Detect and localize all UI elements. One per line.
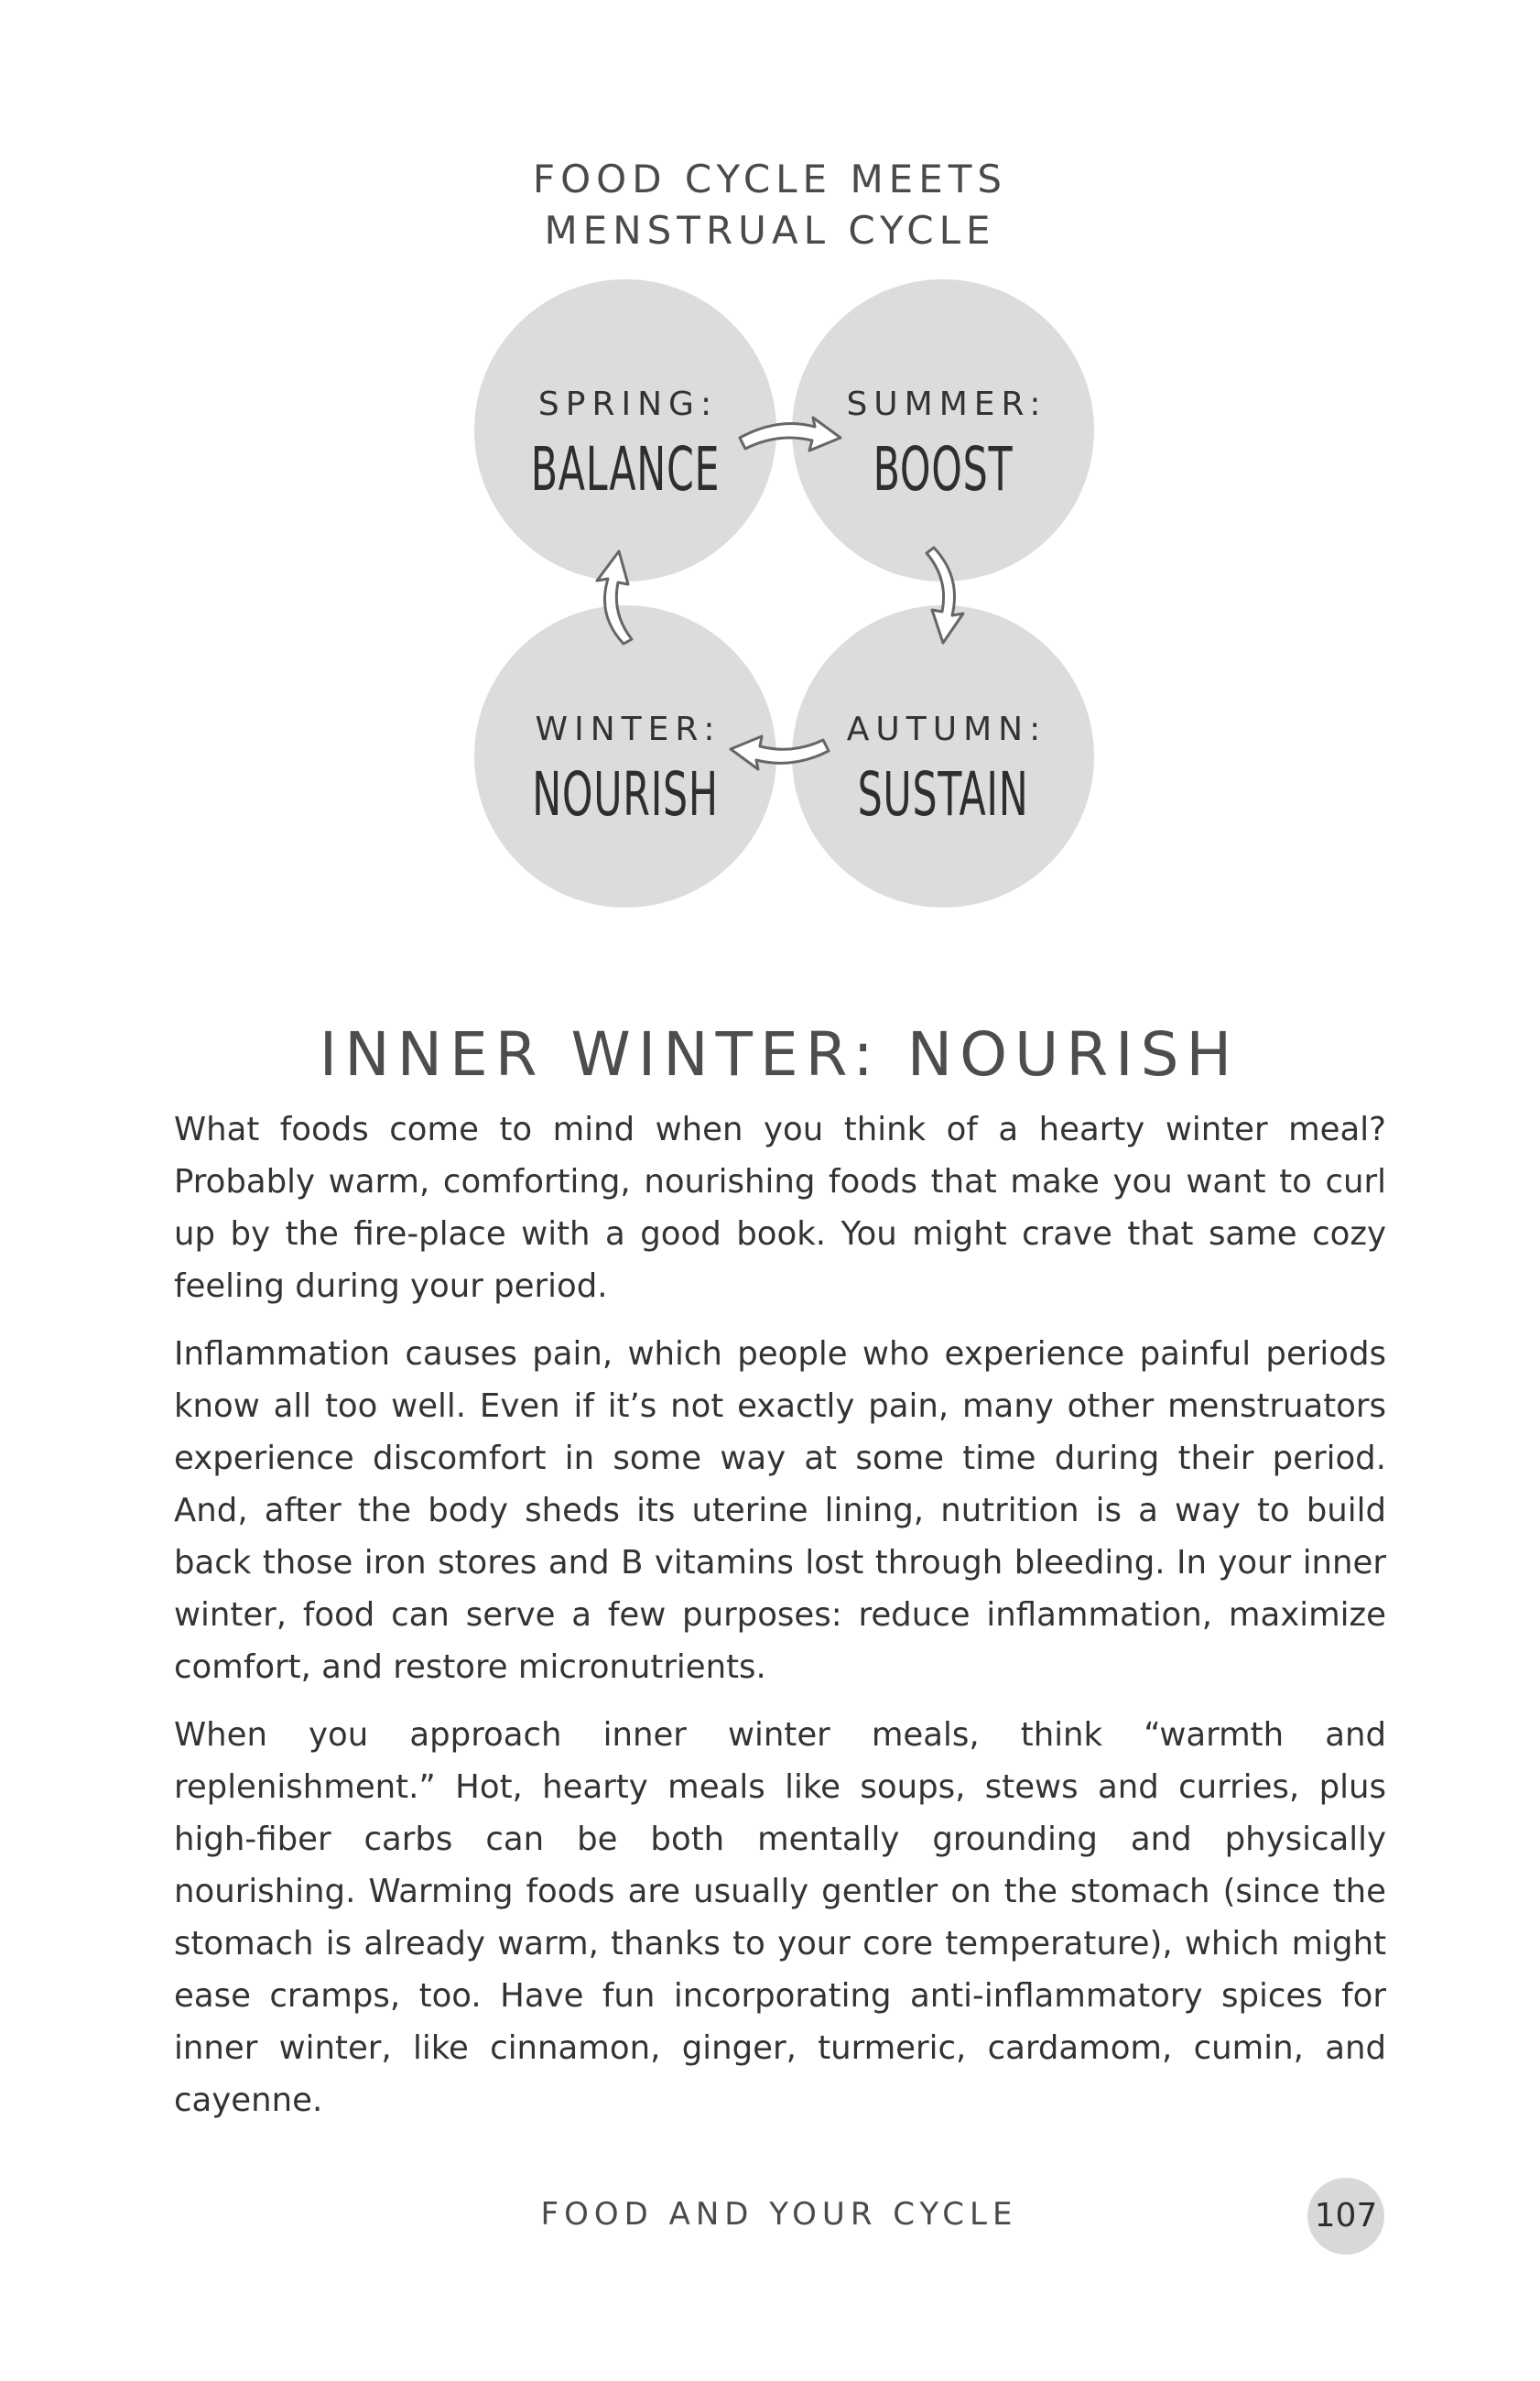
phase-label-summer: SUMMER: bbox=[846, 386, 1047, 423]
diagram-title bbox=[0, 154, 1540, 256]
phase-word-winter: NOURISH bbox=[532, 759, 719, 831]
paragraph: What foods come to mind when you think of a hearty winter meal? Probably warm, comforting, nourishing foods that make you want to curl up by the fire-place with a good book. You might crave that same cozy feeling during your period. bbox=[174, 1111, 1386, 1305]
phase-word-summer: BOOST bbox=[873, 434, 1014, 506]
paragraph: Inflammation causes pain, which people who experience painful periods know all too well. Even if it’s not exactly pain, many other menstruators experience discomfort in some way at some time during their period. And, after the body sheds its uterine lining, nutrition is a way to build back those iron stores and B vitamins lost through bleeding. In your inner winter, food can serve a few purposes: reduce inflammation, maximize comfort, and restore micronutrients. bbox=[174, 1335, 1386, 1686]
circle-summer bbox=[792, 279, 1094, 582]
circle-autumn bbox=[792, 605, 1094, 908]
phase-word-spring: BALANCE bbox=[530, 434, 721, 506]
body-text bbox=[174, 1104, 1386, 2142]
phase-label-spring: SPRING: bbox=[537, 386, 719, 423]
section-heading: INNER WINTER: NOURISH bbox=[319, 1019, 1240, 1090]
phase-word-autumn: SUSTAIN bbox=[857, 759, 1029, 831]
circle-spring bbox=[474, 279, 776, 582]
phase-label-winter: WINTER: bbox=[535, 711, 721, 748]
phase-label-autumn: AUTUMN: bbox=[846, 711, 1047, 748]
diagram-title-line-1: FOOD CYCLE MEETS bbox=[532, 157, 1008, 201]
diagram-title-line-2: MENSTRUAL CYCLE bbox=[544, 208, 996, 253]
circle-winter bbox=[474, 605, 776, 908]
running-footer: FOOD AND YOUR CYCLE bbox=[540, 2196, 1018, 2233]
paragraph: When you approach inner winter meals, think “warmth and replenishment.” Hot, hearty meals like soups, stews and curries, plus high-fiber carbs can be both mentally grounding and physically nourishing. Warming foods are usually gentler on the stomach (since the stomach is already warm, thanks to your core temperature), which might ease cramps, too. Have fun incorporating anti-inflammatory spices for inner winter, like cinnamon, ginger, turmeric, cardamom, cumin, and cayenne. bbox=[174, 1716, 1386, 2119]
page-number: 107 bbox=[1307, 2178, 1384, 2255]
cycle-diagram bbox=[0, 266, 1540, 925]
